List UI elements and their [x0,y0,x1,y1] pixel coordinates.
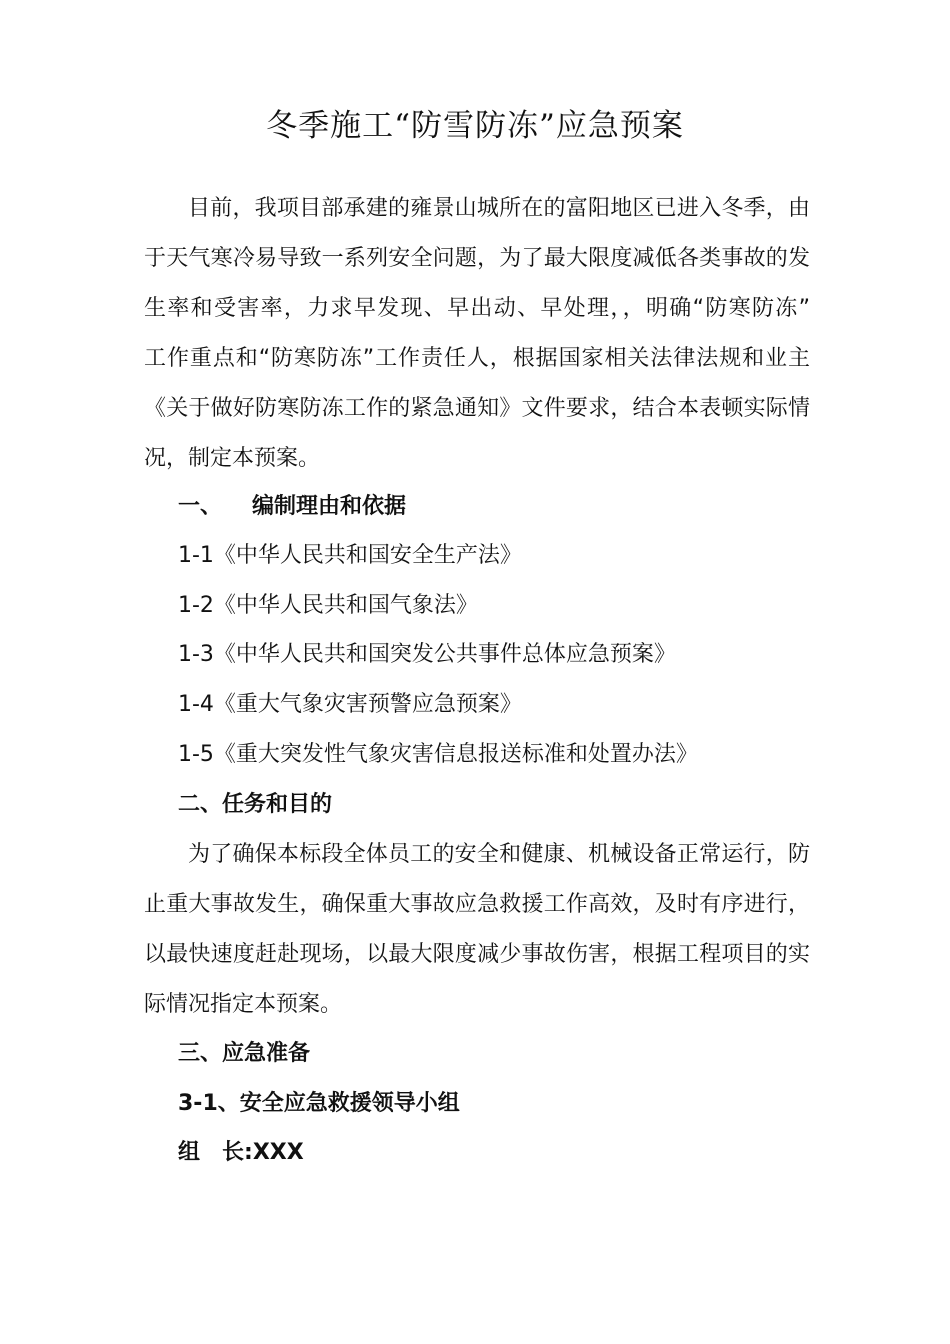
paragraph-line: 《关于做好防寒防冻工作的紧急通知》文件要求，结合本表顿实际情 [144,396,810,421]
paragraph-line: 于天气寒冷易导致一系列安全问题，为了最大限度减低各类事故的发 [144,246,810,271]
document-title: 冬季施工“防雪防冻”应急预案 [266,108,684,144]
reference-item-4: 1-4《重大气象灾害预警应急预案》 [178,692,522,717]
reference-item-5: 1-5《重大突发性气象灾害信息报送标准和处置办法》 [178,742,698,767]
team-leader-line [178,1128,304,1178]
section3-subheading: 3-1、安全应急救援领导小组 [178,1091,460,1116]
team-leader-label: 组 长: [178,1140,253,1165]
section2-paragraph [144,830,810,1030]
section1-number: 一、 [178,494,223,519]
reference-item-2: 1-2《中华人民共和国气象法》 [178,593,478,618]
paragraph-line: 工作重点和“防寒防冻”工作责任人，根据国家相关法律法规和业主 [144,346,810,371]
team-leader-value: XXX [252,1140,304,1165]
paragraph-line: 况，制定本预案。 [144,446,321,471]
section1-title: 编制理由和依据 [252,494,407,519]
section1-heading [178,482,406,532]
reference-item-1: 1-1《中华人民共和国安全生产法》 [178,543,522,568]
paragraph-line: 止重大事故发生，确保重大事故应急救援工作高效，及时有序进行， [144,892,810,917]
paragraph-line: 为了确保本标段全体员工的安全和健康、机械设备正常运行，防 [188,842,810,867]
intro-paragraph [144,184,810,484]
section3-heading: 三、应急准备 [178,1041,311,1066]
paragraph-line: 际情况指定本预案。 [144,992,343,1017]
reference-item-3: 1-3《中华人民共和国突发公共事件总体应急预案》 [178,642,676,667]
section2-heading: 二、任务和目的 [178,792,333,817]
paragraph-line: 生率和受害率，力求早发现、早出动、早处理，，明确“防寒防冻” [144,296,810,321]
paragraph-line: 目前，我项目部承建的雍景山城所在的富阳地区已进入冬季，由 [188,196,810,221]
paragraph-line: 以最快速度赶赴现场，以最大限度减少事故伤害，根据工程项目的实 [144,942,810,967]
